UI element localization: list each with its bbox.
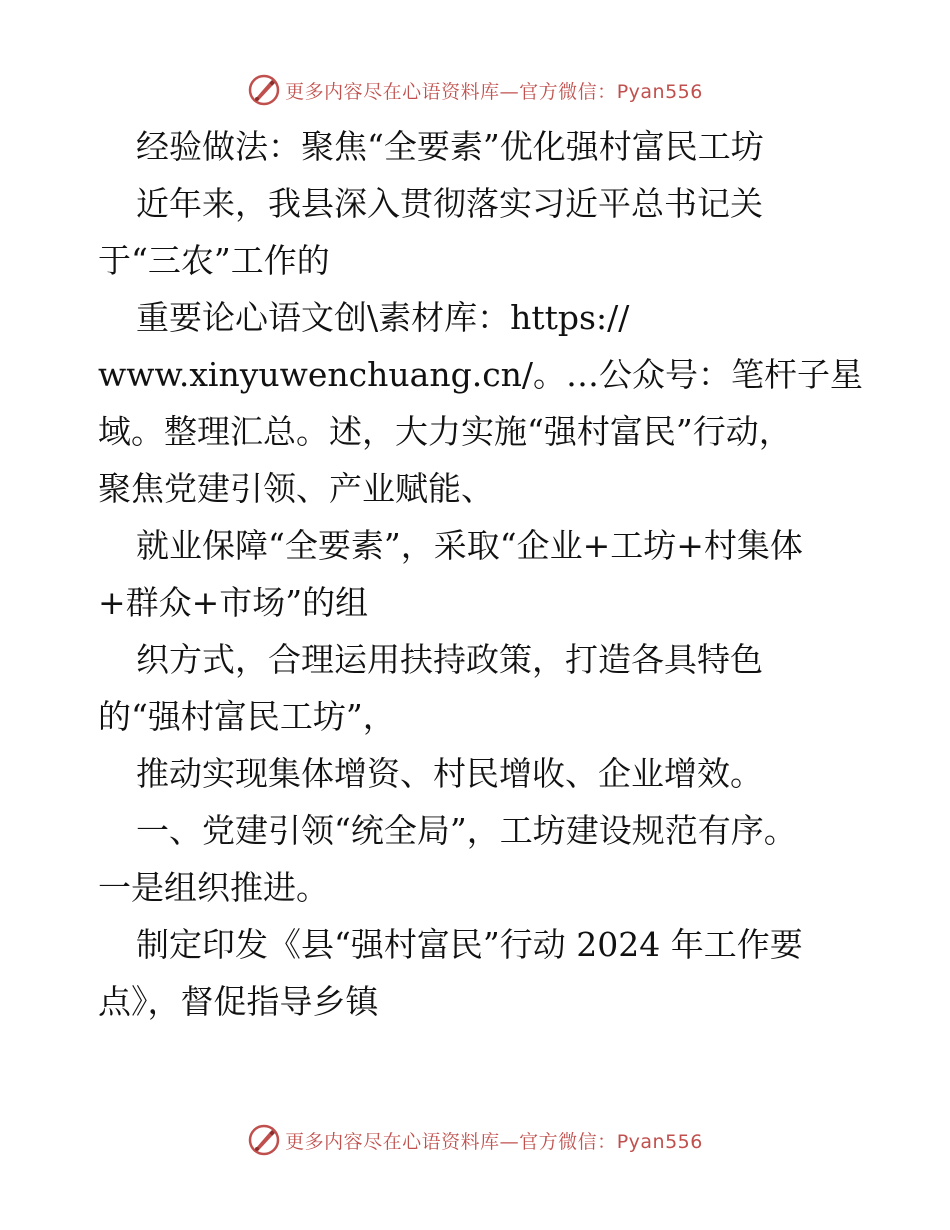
document-line: 一是组织推进。 xyxy=(98,868,329,907)
document-line: 的“强村富民工坊”， xyxy=(98,697,396,736)
document-line: 织方式，合理运用扶持政策，打造各具特色 xyxy=(136,640,763,679)
document-line: 域。整理汇总。述，大力实施“强村富民”行动， xyxy=(98,412,792,451)
banner-separator: —官方微信： xyxy=(499,80,617,103)
header-banner xyxy=(0,70,950,110)
banner-wechat-id: Pyan556 xyxy=(616,80,703,103)
document-line: 经验做法：聚焦“全要素”优化强村富民工坊 xyxy=(136,127,764,166)
document-line: 近年来，我县深入贯彻落实习近平总书记关 xyxy=(136,184,763,223)
document-body xyxy=(98,118,864,1030)
document-line: 于“三农”工作的 xyxy=(98,241,330,280)
document-line: 一、党建引领“统全局”，工坊建设规范有序。 xyxy=(136,811,797,850)
document-line: 聚焦党建引领、产业赋能、 xyxy=(98,469,494,508)
pen-logo-icon xyxy=(247,1123,281,1157)
banner-brand: 更多内容尽在心语资料库 xyxy=(285,1130,500,1153)
document-line: 就业保障“全要素”，采取“企业+工坊+村集体 xyxy=(136,526,803,565)
pen-logo-icon xyxy=(247,73,281,107)
document-line: 制定印发《县“强村富民”行动 2024 年工作要 xyxy=(136,925,803,964)
banner-brand: 更多内容尽在心语资料库 xyxy=(285,80,500,103)
banner-text xyxy=(285,77,703,104)
document-line: www.xinyuwenchuang.cn/。…公众号：笔杆子星 xyxy=(98,355,864,394)
footer-banner xyxy=(0,1120,950,1160)
document-line: 重要论心语文创\素材库：https:// xyxy=(136,298,630,337)
document-line: 点》，督促指导乡镇 xyxy=(98,982,379,1021)
banner-wechat-id: Pyan556 xyxy=(616,1130,703,1153)
document-line: +群众+市场”的组 xyxy=(98,583,369,622)
banner-separator: —官方微信： xyxy=(499,1130,617,1153)
document-line: 推动实现集体增资、村民增收、企业增效。 xyxy=(136,754,763,793)
banner-text xyxy=(285,1127,703,1154)
